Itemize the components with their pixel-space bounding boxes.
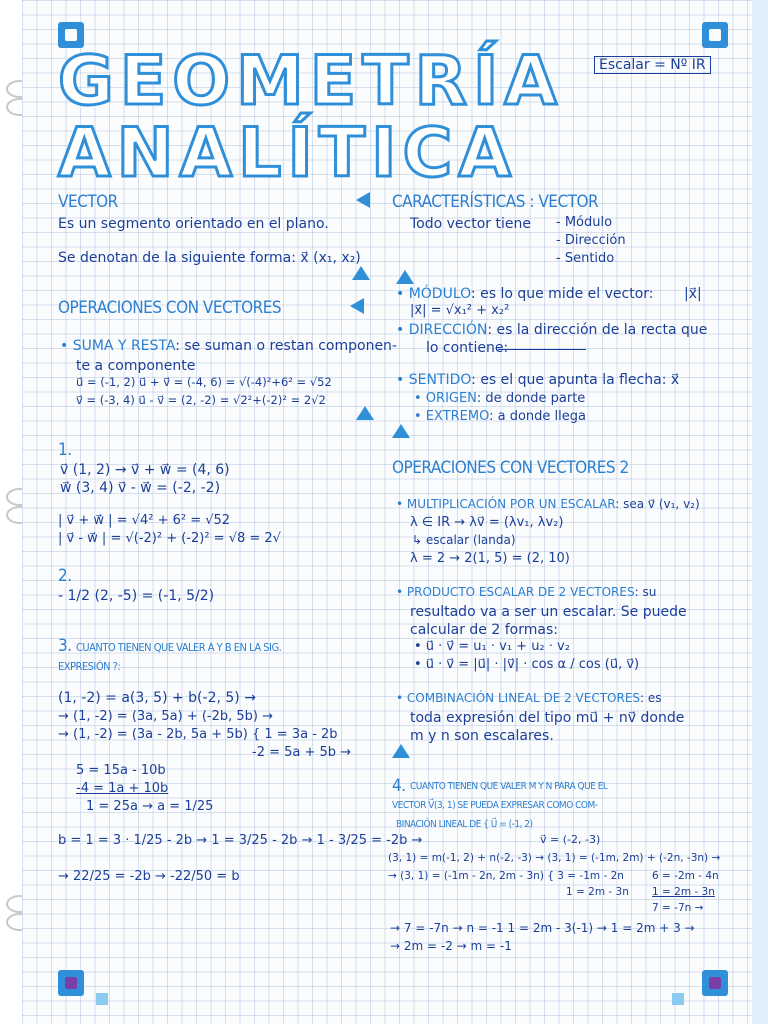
sentido-text: : es el que apunta la flecha: x⃗ (471, 372, 680, 388)
exercise-3-line-2: → (1, -2) = (3a, 5a) + (-2b, 5b) → (58, 709, 274, 724)
suma-resta-text-2: te a componente (76, 358, 196, 374)
exercise-4-question-2: VECTOR V⃗(3, 1) SE PUEDA EXPRESAR COMO COM- (392, 800, 598, 811)
characteristic-item: - Dirección (556, 233, 626, 248)
title-line-2: ANALÍTICA (58, 114, 518, 193)
scalar-note: Escalar = Nº IR (594, 56, 711, 74)
direccion-text: : es la dirección de la recta que (487, 322, 708, 338)
multiplication-line-1: λ ∈ IR → λv⃗ = (λv₁, λv₂) (410, 515, 564, 530)
exercise-1-line-2: w⃗ (3, 4) v⃗ - w⃗ = (-2, -2) (60, 480, 221, 496)
extremo-text: : a donde llega (489, 409, 586, 424)
exercise-2-number: 2. (58, 566, 72, 586)
product-label: • PRODUCTO ESCALAR DE 2 VECTORES (396, 585, 635, 599)
triangle-marker-icon (350, 298, 364, 314)
exercise-1-number: 1. (58, 440, 72, 460)
exercise-4-question-1: CUANTO TIENEN QUE VALER M Y N PARA QUE EL (410, 781, 608, 792)
multiplication-line-2: ↳ escalar (landa) (412, 533, 516, 547)
sentido-label: • SENTIDO (396, 372, 472, 388)
triangle-marker-icon (396, 270, 414, 284)
exercise-1-line-3: | v⃗ + w⃗ | = √4² + 6² = √52 (58, 513, 231, 528)
triangle-marker-icon (352, 266, 370, 280)
exercise-4-line-2e: 7 = -7n → (652, 902, 704, 914)
modulo-formula: |x⃗| = √x₁² + x₂² (410, 303, 510, 318)
exercise-3-line-5: -4 = 1a + 10b (76, 781, 169, 796)
characteristics-intro: Todo vector tiene (410, 216, 531, 232)
combination-label: • COMBINACIÓN LINEAL DE 2 VECTORES (396, 691, 641, 705)
product-text: : su (634, 585, 657, 599)
exercise-4-line-1: (3, 1) = m(-1, 2) + n(-2, -3) → (3, 1) = (-1m, 2m) + (-2n, -3n) → (388, 852, 721, 864)
suma-example-1: u⃗ = (-1, 2) u⃗ + v⃗ = (-4, 6) = √(-4)²+6² = √52 (76, 375, 332, 389)
suma-example-2: v⃗ = (-3, 4) u⃗ - v⃗ = (2, -2) = √2²+(-2)² = 2√2 (76, 393, 326, 407)
characteristic-item: - Sentido (556, 251, 615, 266)
triangle-marker-icon (356, 406, 374, 420)
suma-resta-text: : se suman o restan componen- (175, 338, 397, 354)
corner-mark-icon (58, 970, 84, 996)
exercise-4-question-3: BINACIÓN LINEAL DE { U⃗ = (-1, 2) (396, 819, 533, 830)
multiplication-label: • MULTIPLICACIÓN POR UN ESCALAR (396, 497, 616, 511)
operations-heading: OPERACIONES CON VECTORES (58, 298, 282, 318)
exercise-3-line-1: (1, -2) = a(3, 5) + b(-2, 5) → (58, 690, 256, 706)
vector-heading: VECTOR (58, 192, 118, 212)
characteristics-heading: CARACTERÍSTICAS : VECTOR (392, 192, 599, 212)
exercise-3-question-2: EXPRESIÓN ?: (58, 660, 121, 673)
vector-notation: Se denotan de la siguiente forma: x⃗ (x₁, x₂) (58, 250, 361, 266)
triangle-marker-icon (356, 192, 370, 208)
title-line-1: GEOMETRÍA (58, 42, 563, 121)
extremo-label: • EXTREMO (414, 409, 490, 424)
multiplication-line-3: λ = 2 → 2(1, 5) = (2, 10) (410, 551, 570, 566)
exercise-4-line-2c: 6 = -2m - 4n (652, 870, 719, 882)
corner-pin-icon (96, 993, 108, 1005)
product-line-1: resultado va a ser un escalar. Se puede (410, 604, 687, 620)
exercise-4-question-4: v⃗ = (-2, -3) (540, 833, 601, 846)
corner-mark-icon (702, 22, 728, 48)
exercise-4-number: 4. (392, 776, 406, 796)
exercise-3-line-8: → 22/25 = -2b → -22/50 = b (58, 869, 240, 884)
exercise-4-line-2b: 1 = 2m - 3n (566, 886, 629, 898)
exercise-3-line-7: b = 1 = 3 · 1/25 - 2b → 1 = 3/25 - 2b → 1 - 3/25 = -2b → (58, 833, 423, 848)
direccion-label: • DIRECCIÓN (396, 322, 488, 338)
combination-text: : es (640, 691, 662, 705)
multiplication-text: : sea v⃗ (v₁, v₂) (615, 497, 700, 511)
exercise-3-question-1: CUANTO TIENEN QUE VALER A Y B EN LA SIG. (76, 641, 282, 654)
combination-line-2: m y n son escalares. (410, 728, 554, 744)
exercise-4-line-2d: 1 = 2m - 3n (652, 886, 715, 898)
suma-resta-label: • SUMA Y RESTA (60, 338, 176, 354)
product-line-3: • u⃗ · v⃗ = u₁ · v₁ + u₂ · v₂ (414, 639, 570, 654)
exercise-3-line-4: 5 = 15a - 10b (76, 763, 166, 778)
characteristic-item: - Módulo (556, 215, 613, 230)
exercise-4-line-3: → 7 = -7n → n = -1 1 = 2m - 3(-1) → 1 = 2m + 3 → (390, 921, 695, 935)
triangle-marker-icon (392, 424, 410, 438)
vector-definition: Es un segmento orientado en el plano. (58, 216, 329, 232)
modulo-symbol: |x⃗| (684, 286, 702, 302)
modulo-text: : es lo que mide el vector: (470, 286, 654, 302)
combination-line-1: toda expresión del tipo mu⃗ + nv⃗ donde (410, 710, 685, 726)
exercise-3-line-3: → (1, -2) = (3a - 2b, 5a + 5b) { 1 = 3a - 2b (58, 727, 338, 742)
direction-line-icon (498, 349, 586, 350)
product-line-2: calcular de 2 formas: (410, 622, 558, 638)
origen-label: • ORIGEN (414, 391, 477, 406)
origen-text: : de donde parte (476, 391, 586, 406)
triangle-marker-icon (392, 744, 410, 758)
exercise-1-line-4: | v⃗ - w⃗ | = √(-2)² + (-2)² = √8 = 2√ (58, 531, 281, 546)
exercise-2-line-1: - 1/2 (2, -5) = (-1, 5/2) (58, 588, 215, 604)
exercise-3-line-6: 1 = 25a → a = 1/25 (86, 799, 214, 814)
operations-2-heading: OPERACIONES CON VECTORES 2 (392, 458, 629, 478)
corner-mark-icon (702, 970, 728, 996)
product-line-4: • u⃗ · v⃗ = |u⃗| · |v⃗| · cos α / cos (u⃗, v⃗) (414, 657, 640, 672)
exercise-3-number: 3. (58, 636, 72, 656)
exercise-1-line-1: v⃗ (1, 2) → v⃗ + w⃗ = (4, 6) (60, 462, 230, 478)
modulo-label: • MÓDULO (396, 286, 471, 302)
direccion-text-2: lo contiene: (426, 340, 509, 356)
corner-pin-icon (672, 993, 684, 1005)
exercise-4-line-2: → (3, 1) = (-1m - 2n, 2m - 3n) { 3 = -1m - 2n (388, 870, 624, 882)
exercise-4-line-4: → 2m = -2 → m = -1 (390, 939, 512, 953)
page-edge (752, 0, 768, 1024)
exercise-3-line-3b: -2 = 5a + 5b → (252, 745, 352, 760)
